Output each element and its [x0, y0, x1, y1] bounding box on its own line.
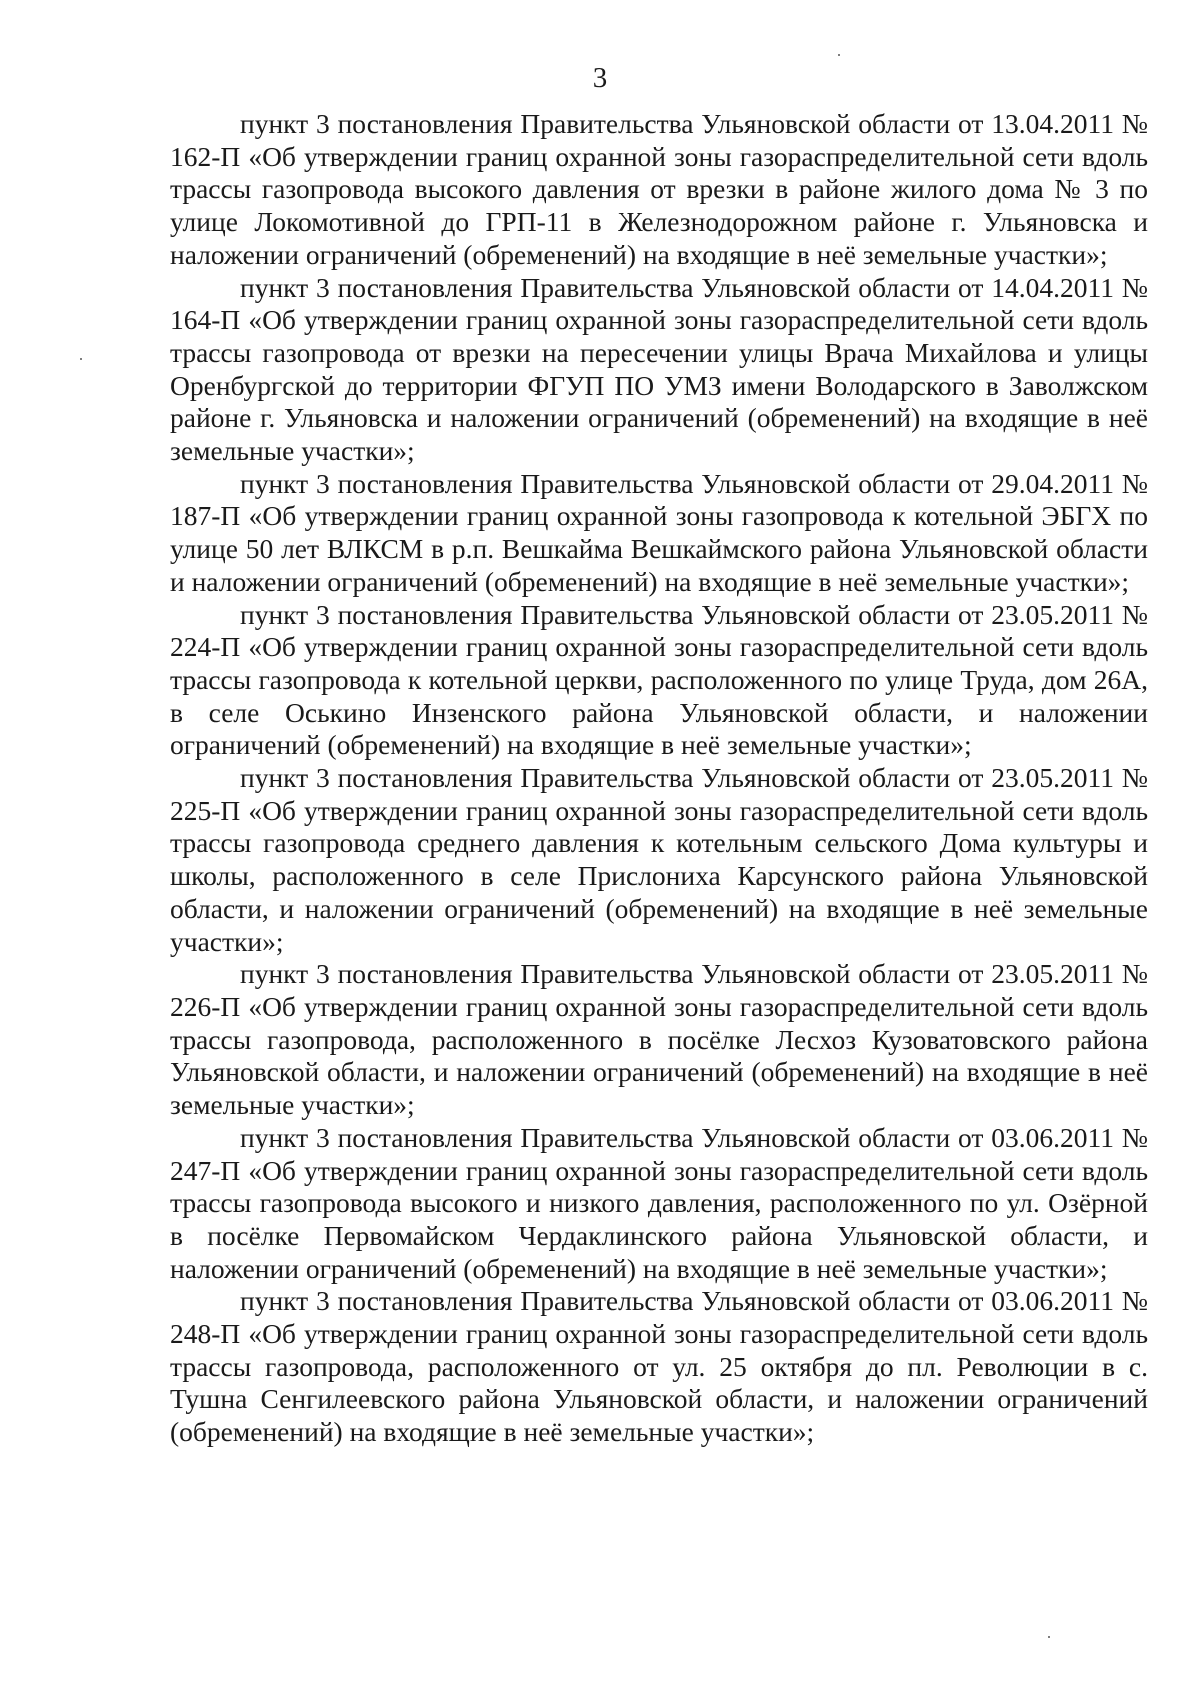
paragraph-247-p: пункт 3 постановления Правительства Ульяновской области от 03.06.2011 № 247-П «Об утверждении границ охранной зоны газораспределительной сети вдоль трассы газопровода высокого и низкого давления, расположенного по ул. Озёрной в посёлке Первомайском Чердаклинского района Ульяновской области, и наложении ограничений (обременений) на входящие в неё земельные участки»;	[170, 1121, 1148, 1284]
scan-speck	[1048, 1636, 1050, 1638]
paragraph-162-p: пункт 3 постановления Правительства Ульяновской области от 13.04.2011 № 162-П «Об утверждении границ охранной зоны газораспределительной сети вдоль трассы газопровода высокого давления от врезки в районе жилого дома № 3 по улице Локомотивной до ГРП-11 в Железнодорожном районе г. Ульяновска и наложении ограничений (обременений) на входящие в неё земельные участки»;	[170, 108, 1148, 270]
paragraph-164-p: пункт 3 постановления Правительства Ульяновской области от 14.04.2011 № 164-П «Об утверждении границ охранной зоны газораспределительной сети вдоль трассы газопровода от врезки на пересечении улицы Врача Михайлова и улицы Оренбургской до территории ФГУП ПО УМЗ имени Володарского в Заволжском районе г. Ульяновска и наложении ограничений (обременений) на входящие в неё земельные участки»;	[170, 271, 1148, 467]
document-body	[170, 108, 1148, 1449]
paragraph-226-p: пункт 3 постановления Правительства Ульяновской области от 23.05.2011 № 226-П «Об утверждении границ охранной зоны газораспределительной сети вдоль трассы газопровода, расположенного в посёлке Лесхоз Кузоватовского района Ульяновской области, и наложении ограничений (обременений) на входящие в неё земельные участки»;	[170, 958, 1148, 1121]
scan-speck	[838, 54, 840, 56]
page-number: 3	[592, 62, 608, 94]
paragraph-187-p: пункт 3 постановления Правительства Ульяновской области от 29.04.2011 № 187-П «Об утверждении границ охранной зоны газопровода к котельной ЭБГХ по улице 50 лет ВЛКСМ в р.п. Вешкайма Вешкаймского района Ульяновской области и наложении ограничений (обременений) на входящие в неё земельные участки»;	[170, 467, 1148, 597]
paragraph-225-p: пункт 3 постановления Правительства Ульяновской области от 23.05.2011 № 225-П «Об утверждении границ охранной зоны газораспределительной сети вдоль трассы газопровода среднего давления к котельным сельского Дома культуры и школы, расположенного в селе Прислониха Карсунского района Ульяновской области, и наложении ограничений (обременений) на входящие в неё земельные участки»;	[170, 762, 1148, 957]
paragraph-224-p: пункт 3 постановления Правительства Ульяновской области от 23.05.2011 № 224-П «Об утверждении границ охранной зоны газораспределительной сети вдоль трассы газопровода к котельной церкви, расположенного по улице Труда, дом 26А, в селе Оськино Инзенского района Ульяновской области, и наложении ограничений (обременений) на входящие в неё земельные участки»;	[170, 598, 1148, 761]
paragraph-248-p: пункт 3 постановления Правительства Ульяновской области от 03.06.2011 № 248-П «Об утверждении границ охранной зоны газораспределительной сети вдоль трассы газопровода, расположенного от ул. 25 октября до пл. Революции в с. Тушна Сенгилеевского района Ульяновской области, и наложении ограничений (обременений) на входящие в неё земельные участки»;	[170, 1285, 1148, 1448]
scan-speck	[80, 358, 82, 360]
